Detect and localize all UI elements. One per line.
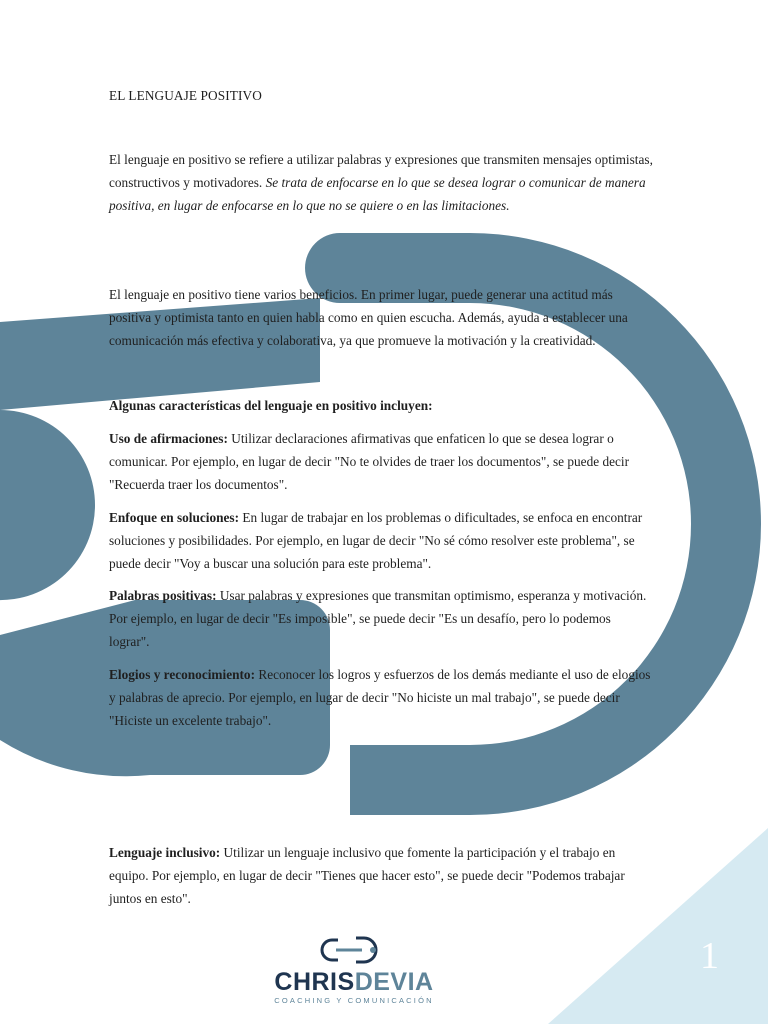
brand-logo-word-a: CHRIS [274, 968, 355, 996]
intro-paragraph [109, 148, 654, 217]
characteristic-label: Palabras positivas: [109, 588, 217, 603]
benefits-paragraph [109, 283, 654, 352]
brand-logo-wordmark [272, 968, 436, 996]
characteristic-text: Reconocer los logros y esfuerzos de los demás mediante el uso de elogios y palabras de aprecio. Por ejemplo, en lugar de decir "No hiciste un mal trabajo", se puede decir "Hiciste un excelente trabajo". [109, 667, 651, 728]
characteristic-label: Lenguaje inclusivo: [109, 845, 221, 860]
document-title: EL LENGUAJE POSITIVO [109, 88, 262, 103]
brand-logo-word-b: DEVIA [354, 968, 434, 996]
brand-logo-icon [272, 932, 436, 968]
characteristics-heading: Algunas características del lenguaje en positivo incluyen: [109, 398, 433, 413]
characteristic-text: En lugar de trabajar en los problemas o dificultades, se enfoca en encontrar soluciones y posibilidades. Por ejemplo, en lugar de decir "No sé cómo resolver este problema", se puede decir "Voy a buscar una solución para este problema". [109, 510, 643, 571]
characteristic-text: Usar palabras y expresiones que transmitan optimismo, esperanza y motivación. Por ejemplo, en lugar de decir "Es imposible", se puede decir "Es un desafío, pero lo podemos lograr". [109, 588, 647, 649]
intro-normal: El lenguaje en positivo se refiere a utilizar palabras y expresiones que transmiten mensajes optimistas, constructivos y motivadores. [109, 152, 653, 190]
characteristic-item [109, 506, 654, 575]
characteristic-text: Utilizar declaraciones afirmativas que enfaticen lo que se desea lograr o comunicar. Por ejemplo, en lugar de decir "No te olvides de traer los documentos", se puede decir "Recuerda traer los documentos". [109, 431, 630, 492]
page-number: 1 [700, 935, 719, 977]
benefits-text: El lenguaje en positivo tiene varios beneficios. En primer lugar, puede generar una actitud más positiva y optimista tanto en quien habla como en quien escucha. Además, ayuda a establecer una comunicación más efectiva y colaborativa, ya que promueve la motivación y la creatividad. [109, 287, 628, 348]
characteristic-text: Utilizar un lenguaje inclusivo que fomente la participación y el trabajo en equipo. Por ejemplo, en lugar de decir "Tienes que hacer esto", se puede decir "Podemos trabajar juntos en esto". [109, 845, 625, 906]
characteristic-label: Enfoque en soluciones: [109, 510, 240, 525]
characteristic-item [109, 584, 654, 653]
intro-italic: Se trata de enfocarse en lo que se desea lograr o comunicar de manera positiva, en lugar de enfocarse en lo que no se quiere o en las limitaciones. [109, 175, 646, 213]
characteristic-item [109, 427, 654, 496]
characteristic-item [109, 663, 654, 732]
characteristic-label: Uso de afirmaciones: [109, 431, 228, 446]
brand-logo [272, 932, 436, 1012]
brand-logo-tagline: COACHING Y COMUNICACIÓN [274, 996, 434, 1005]
characteristic-item [109, 841, 654, 910]
characteristic-label: Elogios y reconocimiento: [109, 667, 255, 682]
